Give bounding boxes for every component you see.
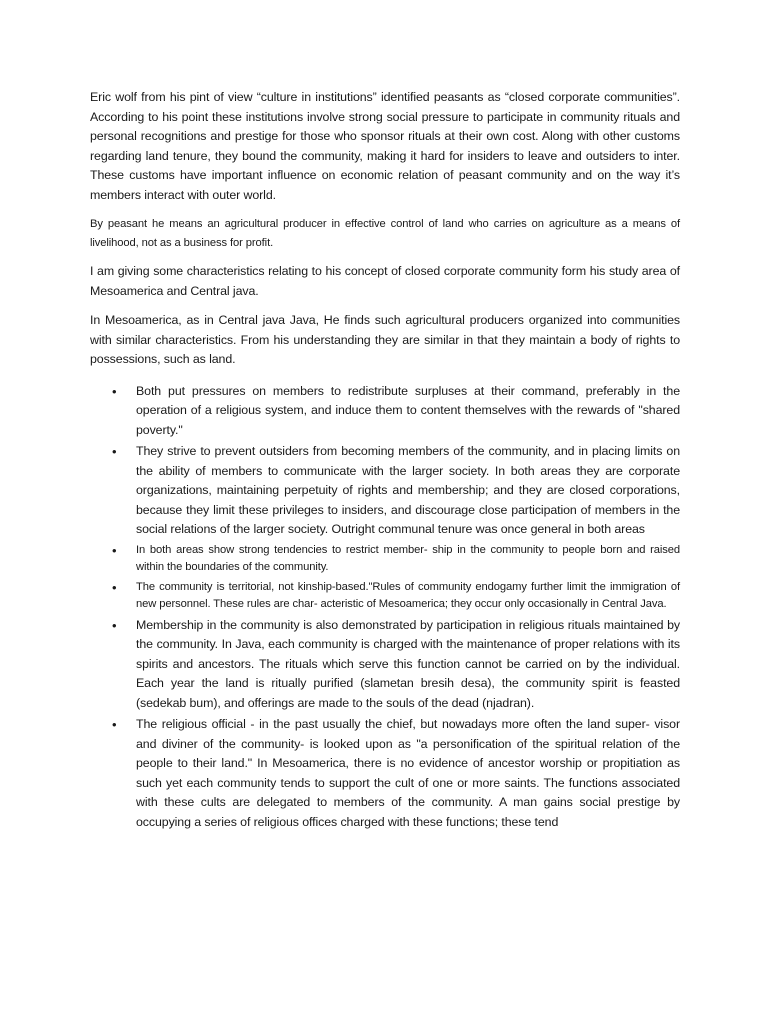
mesoamerica-paragraph: In Mesoamerica, as in Central java Java, He finds such agricultural producers organized into communities with similar characteristics. From his understanding they are similar in that they maintain a body of rights to possessions, such as land. — [90, 313, 680, 366]
list-item-text: In both areas show strong tendencies to restrict member- ship in the community to people born and raised within the boundaries of the community. — [136, 543, 680, 573]
peasant-definition-paragraph: By peasant he means an agricultural producer in effective control of land who carries on agriculture as a means of livelihood, not as a business for profit. — [90, 218, 680, 249]
characteristics-list — [90, 382, 680, 833]
list-item — [90, 382, 680, 441]
characteristics-intro-paragraph: I am giving some characteristics relating to his concept of closed corporate community form his study area of Mesoamerica and Central java. — [90, 264, 680, 298]
list-item-text: Membership in the community is also demonstrated by participation in religious rituals maintained by the community. In Java, each community is charged with the maintenance of proper relations with its spirits and ancestors. The rituals which serve this function cannot be carried on by the individual. Each year the land is ritually purified (slametan bresih desa), the community spirit is feasted (sedekab bum), and offerings are made to the souls of the dead (njadran). — [136, 617, 680, 710]
bullet-icon: • — [112, 444, 117, 459]
list-item-text: The community is territorial, not kinship-based."Rules of community endogamy further limit the immigration of new personnel. These rules are char- acteristic of Mesoamerica; they occur only occasionally in Central Java. — [136, 580, 680, 610]
list-item — [90, 579, 680, 614]
bullet-icon: • — [112, 542, 117, 558]
list-item — [90, 542, 680, 577]
bullet-icon: • — [112, 383, 117, 399]
bullet-icon: • — [112, 579, 117, 595]
list-item-text: Both put pressures on members to redistribute surpluses at their command, preferably in the operation of a religious system, and induce them to content themselves with the rewards of "shared poverty." — [136, 383, 680, 437]
intro-paragraph: Eric wolf from his pint of view “culture in institutions” identified peasants as “closed corporate communities”. According to his point these institutions involve strong social pressure to participate in community rituals and personal recognitions and prestige for those who sponsor rituals at their own cost. Along with other customs regarding land tenure, they bound the community, making it hard for insiders to leave and outsiders to inter. These customs have important influence on economic relation of peasant community and on the way it’s members interact with outer world. — [90, 90, 680, 202]
list-item — [90, 442, 680, 540]
list-item-text: The religious official - in the past usually the chief, but nowadays more often the land super- visor and diviner of the community- is looked upon as "a personification of the spiritual relation of the people to their land." In Mesoamerica, there is no evidence of ancestor worship or propitiation as such yet each community tends to support the cult of one or more saints. The functions associated with these cults are delegated to members of the community. A man gains social prestige by occupying a series of religious offices charged with these functions; these tend — [136, 717, 680, 829]
bullet-icon: • — [112, 717, 117, 732]
document-page — [90, 88, 680, 834]
list-item — [90, 616, 680, 714]
list-item — [90, 715, 680, 832]
bullet-icon: • — [112, 617, 117, 633]
list-item-text: They strive to prevent outsiders from becoming members of the community, and in placing limits on the ability of members to communicate with the larger society. In both areas they are corporate organizations, maintaining perpetuity of rights and membership; and they are closed corporations, because they limit these privileges to insiders, and discourage close participation of members in the social relations of the larger society. Outright communal tenure was once general in both areas — [136, 444, 680, 536]
